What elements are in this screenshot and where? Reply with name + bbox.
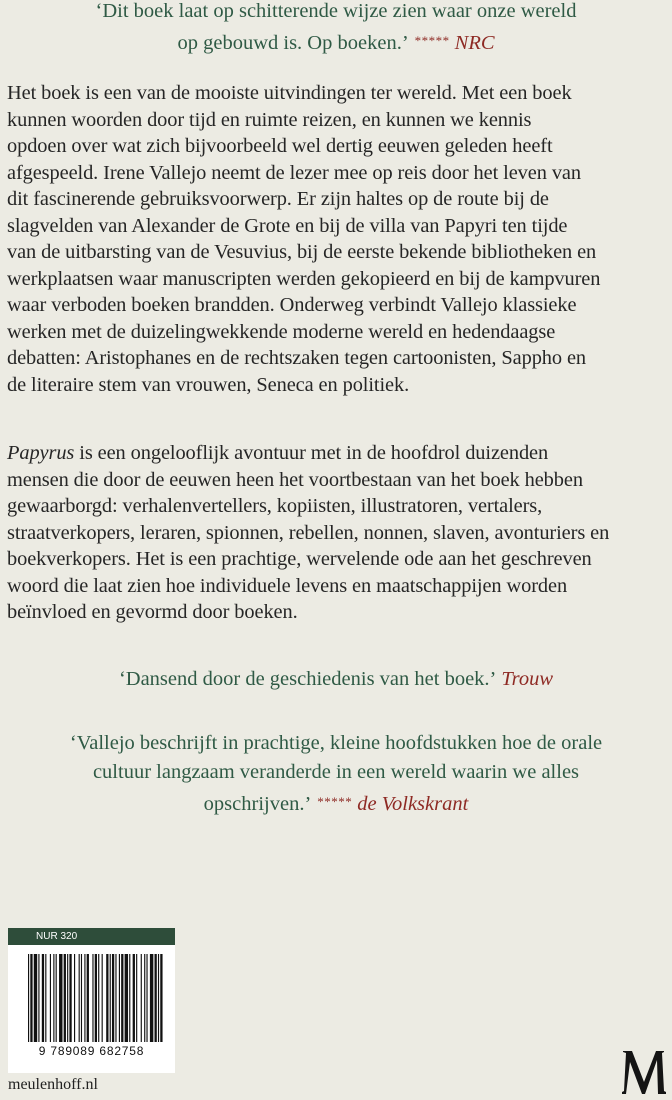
quote-source: de Volkskrant — [357, 793, 469, 815]
text-line: straatverkopers, leraren, spionnen, rebellen, nonnen, slaven, avonturiers en — [7, 521, 610, 544]
text-line: dit fascinerende gebruiksvoorwerp. Er zijn haltes op de route bij de — [7, 188, 549, 210]
text-line: mensen die door de eeuwen heen het voortbestaan van het boek hebben — [7, 468, 583, 491]
review-quote-trouw — [0, 665, 672, 694]
isbn-barcode-block — [8, 928, 175, 1073]
nur-code: NUR 320 — [8, 928, 175, 945]
text-line: debatten: Aristophanes en de rechtszaken tegen cartoonisten, Sappho en — [7, 347, 587, 369]
text-line: beïnvloed en gevormd door boeken. — [7, 601, 298, 623]
rating-stars: ***** — [414, 33, 450, 48]
text-line — [7, 440, 667, 467]
text-line: gewaarborgd: verhalenvertellers, kopiisten, illustratoren, vertalers, — [7, 495, 543, 517]
text-line: de literaire stem van vrouwen, Seneca en politiek. — [7, 373, 410, 396]
text-line: boekverkopers. Het is een prachtige, wervelende ode aan het geschreven — [7, 548, 592, 570]
publisher-logo — [620, 1050, 668, 1096]
text-fragment: is een ongelooflijk avontuur met in de hoofdrol duizenden — [74, 442, 549, 464]
text-line: kunnen woorden door tijd en ruimte reizen, en kunnen we kennis — [7, 108, 532, 131]
text-line: afgespeeld. Irene Vallejo neemt de lezer mee op reis door het leven van — [7, 161, 581, 184]
blurb-paragraph-2 — [7, 440, 667, 626]
text-line: woord die laat zien hoe individuele levens en maatschappijen worden — [7, 574, 568, 597]
publisher-website: meulenhoff.nl — [8, 1076, 98, 1093]
barcode-image — [26, 954, 166, 1042]
text-line: Het boek is een van de mooiste uitvindingen ter wereld. Met een boek — [7, 82, 572, 104]
rating-stars: ***** — [317, 794, 353, 809]
text-line: opdoen over wat zich bijvoorbeeld wel dertig eeuwen geleden heeft — [7, 135, 553, 157]
quote-line: cultuur langzaam veranderde in een wereld waarin we alles — [92, 761, 580, 783]
text-line: waar verboden boeken brandden. Onderweg verbindt Vallejo klassieke — [7, 294, 577, 316]
text-line: slagvelden van Alexander de Grote en bij de villa van Papyri ten tijde — [7, 214, 568, 237]
quote-line: ‘Dansend door de geschiedenis van het boek.’ — [118, 668, 497, 690]
text-line: van de uitbarsting van de Vesuvius, bij de eerste bekende bibliotheken en — [7, 241, 597, 263]
isbn-number: 9 789089 682758 — [38, 1044, 145, 1058]
blurb-paragraph-1 — [7, 80, 667, 398]
quote-line: ‘Vallejo beschrijft in prachtige, kleine hoofdstukken hoe de orale — [69, 732, 603, 754]
quote-line: ‘Dit boek laat op schitterende wijze zien waar onze wereld — [95, 0, 577, 22]
quote-source: Trouw — [501, 668, 554, 690]
text-line: werken met de duizelingwekkende moderne wereld en hedendaagse — [7, 320, 556, 343]
review-quote-nrc — [0, 0, 672, 58]
quote-source: NRC — [454, 32, 495, 54]
quote-line: op gebouwd is. Op boeken.’ — [177, 32, 409, 54]
text-line: werkplaatsen waar manuscripten werden gekopieerd en bij de kampvuren — [7, 267, 601, 290]
review-quote-volkskrant — [0, 729, 672, 819]
book-title: Papyrus — [7, 442, 75, 464]
quote-line: opschrijven.’ — [203, 793, 312, 815]
